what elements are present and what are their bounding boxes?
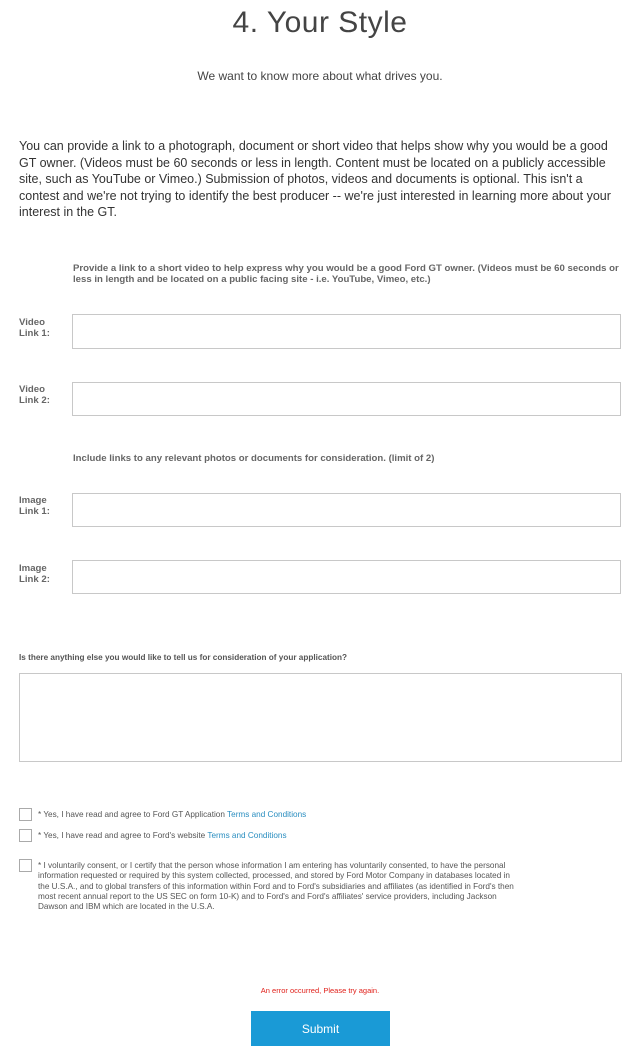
additional-info-question: Is there anything else you would like to tell us for consideration of your application? <box>19 653 347 662</box>
gt-terms-link[interactable]: Terms and Conditions <box>227 810 307 819</box>
image-link-1-label: Image Link 1: <box>19 495 50 517</box>
website-terms-link[interactable]: Terms and Conditions <box>207 831 287 840</box>
gt-terms-label: * Yes, I have read and agree to Ford GT Application Terms and Conditions <box>38 810 307 819</box>
gt-terms-checkbox[interactable] <box>19 808 32 821</box>
image-link-2-input[interactable] <box>72 560 621 594</box>
image-link-1-input[interactable] <box>72 493 621 527</box>
error-message: An error occurred, Please try again. <box>260 986 380 995</box>
website-terms-label: * Yes, I have read and agree to Ford's website Terms and Conditions <box>38 831 287 840</box>
submit-button[interactable]: Submit <box>251 1011 390 1046</box>
additional-info-textarea[interactable] <box>19 673 622 762</box>
video-link-1-label: Video Link 1: <box>19 317 50 339</box>
website-terms-checkbox[interactable] <box>19 829 32 842</box>
data-consent-label: * I voluntarily consent, or I certify that the person whose information I am entering has voluntarily consented, to have the personal information requested or required by this system collected, processed, and stored by Ford Motor Company in databases located in the U.S.A., and to global transfers of this information within Ford and to Ford's subsidiaries and affiliates (as identified in Ford's then most recent annual report to the US SEC on form 10-K) and to Ford's and Ford's affiliates' service providers, including Jackson Dawson and IBM which are located in the U.S.A. <box>38 861 514 912</box>
video-link-2-input[interactable] <box>72 382 621 416</box>
intro-paragraph: You can provide a link to a photograph, document or short video that helps show why you would be a good GT owner. (Videos must be 60 seconds or less in length. Content must be located on a publicly accessible site, such as YouTube or Vimeo.) Submission of photos, videos and documents is optional. This isn't a contest and we're not trying to identify the best producer -- we're just interested in learning more about your interest in the GT. <box>19 139 611 219</box>
page-subtitle: We want to know more about what drives you. <box>197 69 443 83</box>
video-link-1-input[interactable] <box>72 314 621 349</box>
video-link-2-label: Video Link 2: <box>19 384 50 406</box>
image-link-2-label: Image Link 2: <box>19 563 50 585</box>
image-instructions: Include links to any relevant photos or documents for consideration. (limit of 2) <box>73 453 435 464</box>
data-consent-checkbox[interactable] <box>19 859 32 872</box>
page-title: 4. Your Style <box>232 6 408 39</box>
video-instructions: Provide a link to a short video to help express why you would be a good Ford GT owner. (Videos must be 60 seconds or less in length and be located on a public facing site - i.e. YouTube, Vimeo, etc.) <box>73 263 619 285</box>
